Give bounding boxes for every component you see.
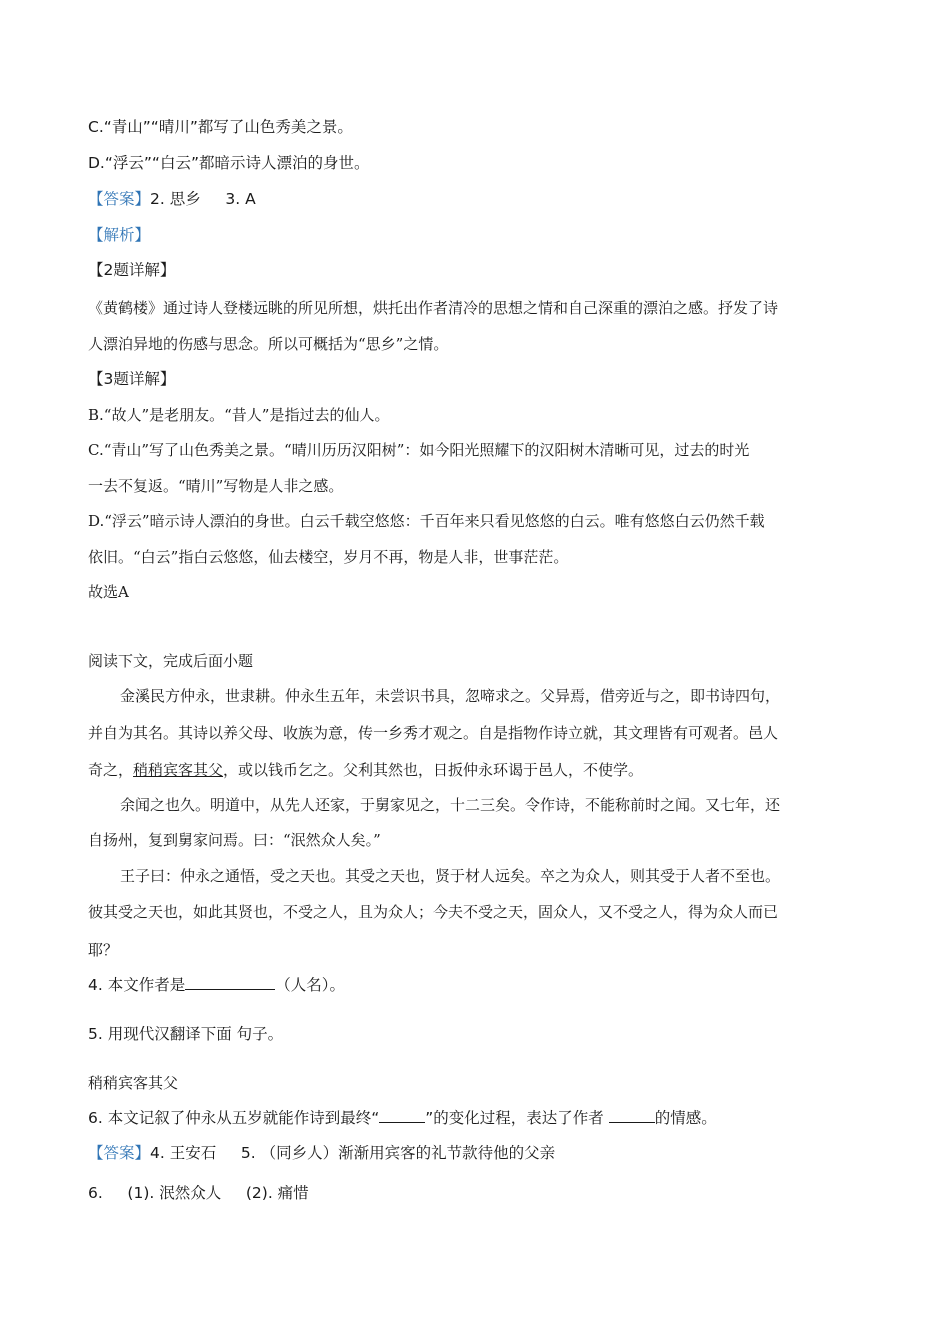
question-6 [88,1108,717,1128]
q2-detail-line: 《黄鹤楼》通过诗人登楼远眺的所见所想，烘托出作者清冷的思想之情和自己深重的漂泊之感。抒发了诗 [88,299,779,317]
answer-tag: 【答案】 [88,1144,151,1162]
passage-line: 王子曰：仲永之通悟，受之天也。其受之天也，贤于材人远矣。卒之为众人，则其受于人者不至也。 [120,867,781,885]
passage-line [88,760,643,780]
answer-text: 2. 思乡 3. A [150,190,256,208]
passage-line: 自扬州，复到舅家问焉。曰：“泯然众人矣。” [88,831,381,849]
question-text: 的情感。 [654,1109,717,1127]
q3-detail-c: C.“青山”写了山色秀美之景。“晴川历历汉阳树”：如今阳光照耀下的汉阳树木清晰可见，过去的时光 [88,441,750,459]
underlined-sentence: 稍稍宾客其父 [133,761,224,779]
option-c: C.“青山”“晴川”都写了山色秀美之景。 [88,118,353,136]
passage-line: 耶？ [88,941,119,959]
answer-blank[interactable] [609,1108,655,1123]
q3-detail-c: 一去不复返。“晴川”写物是人非之感。 [88,477,344,495]
answer-blank[interactable] [185,975,275,990]
answer-line-1 [88,189,256,209]
passage-text: 奇之， [88,761,134,779]
option-d: D.“浮云”“白云”都暗示诗人漂泊的身世。 [88,154,370,172]
passage-line: 余闻之也久。明道中，从先人还家，于舅家见之，十二三矣。令作诗，不能称前时之闻。又七年，还 [120,796,781,814]
answer-line-2 [88,1143,555,1163]
conclusion: 故选A [88,583,129,601]
question-text: 4. 本文作者是 [88,976,186,994]
reading-instruction: 阅读下文，完成后面小题 [88,652,254,670]
answer-text: 4. 王安石 5. （同乡人）渐渐用宾客的礼节款待他的父亲 [150,1144,556,1162]
q2-detail-line: 人漂泊异地的伤感与思念。所以可概括为“思乡”之情。 [88,335,449,353]
answer-line-3: 6. (1). 泯然众人 (2). 痛惜 [88,1184,309,1202]
q3-detail-b: B.“故人”是老朋友。“昔人”是指过去的仙人。 [88,406,390,424]
passage-line: 彼其受之天也，如此其贤也，不受之人，且为众人；今夫不受之天，固众人，又不受之人，得为众人而已 [88,903,779,921]
question-4 [88,975,345,995]
answer-tag: 【答案】 [88,190,151,208]
q3-detail-d: 依旧。“白云”指白云悠悠，仙去楼空，岁月不再，物是人非，世事茫茫。 [88,548,569,566]
question-text: 6. 本文记叙了仲永从五岁就能作诗到最终“ [88,1109,380,1127]
question-text: （人名）。 [275,976,345,994]
q3-detail-d: D.“浮云”暗示诗人漂泊的身世。白云千载空悠悠：千百年来只看见悠悠的白云。唯有悠悠白云仍然千载 [88,512,765,530]
passage-line: 金溪民方仲永，世隶耕。仲永生五年，未尝识书具，忽啼求之。父异焉，借旁近与之，即书诗四句， [120,687,781,705]
question-5: 5. 用现代汉翻译下面 句子。 [88,1025,284,1043]
q2-detail-heading: 【2题详解】 [88,261,176,279]
answer-blank[interactable] [379,1108,425,1123]
question-5-sentence: 稍稍宾客其父 [88,1074,179,1092]
passage-line: 并自为其名。其诗以养父母、收族为意，传一乡秀才观之。自是指物作诗立就，其文理皆有可观者。邑人 [88,724,779,742]
question-text: ”的变化过程，表达了作者 [425,1109,609,1127]
analysis-tag: 【解析】 [88,226,151,244]
q3-detail-heading: 【3题详解】 [88,370,176,388]
passage-text: ，或以钱币乞之。父利其然也，日扳仲永环谒于邑人，不使学。 [223,761,644,779]
